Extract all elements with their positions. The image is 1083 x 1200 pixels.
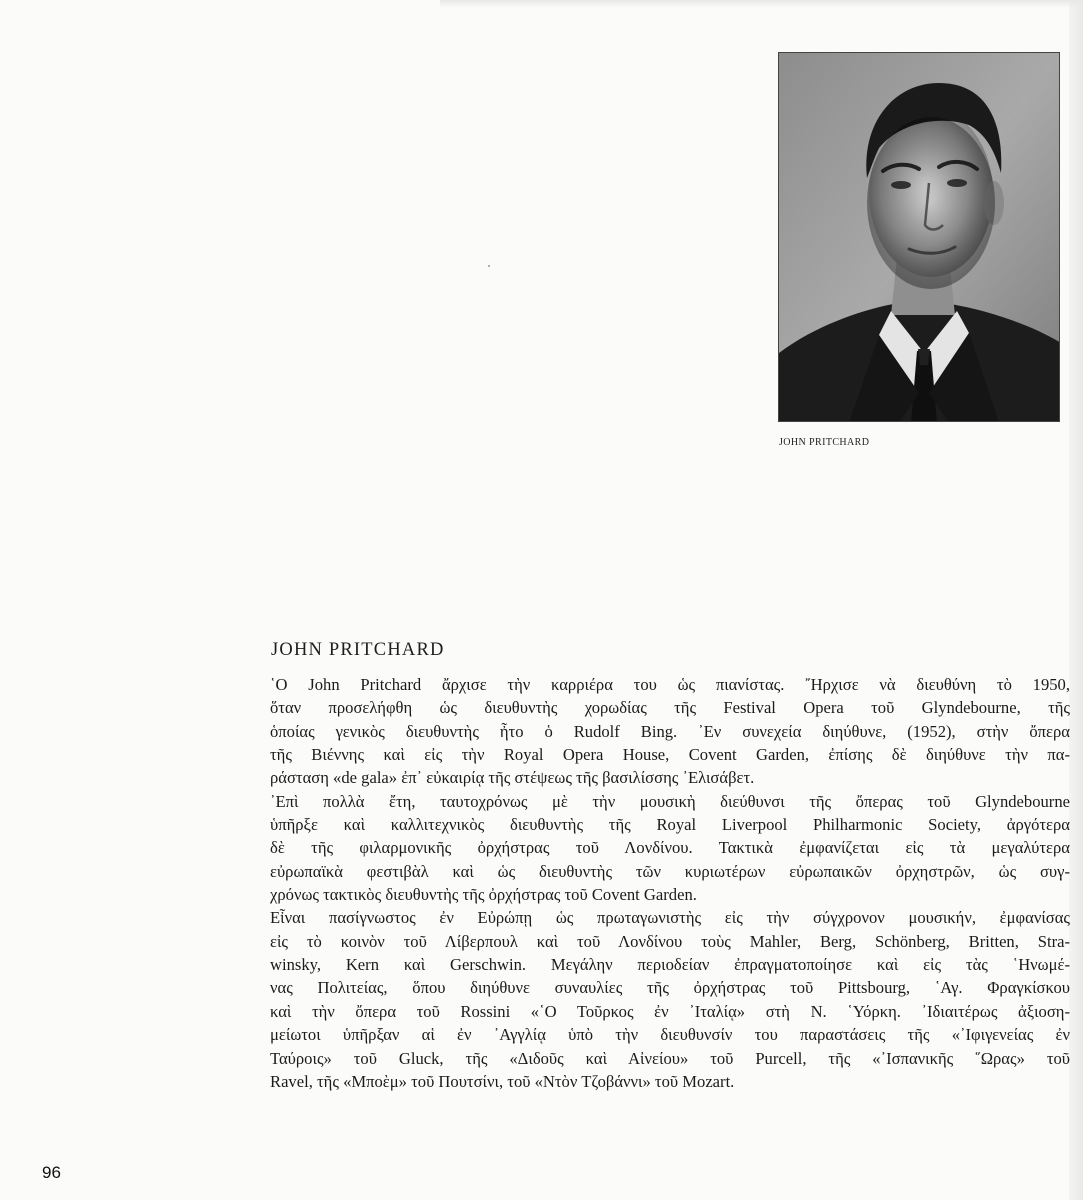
text-line: ὁποίας γενικὸς διευθυντὴς ἦτο ὁ Rudolf Bing. ᾽Εν συνεχεία διηύθυνε, (1952), στὴν ὄπερα <box>270 721 1070 741</box>
text-line: ῾Ο John Pritchard ἄρχισε τὴν καρριέρα του ὡς πιανίστας. ῎Ηρχισε νὰ διευθύνη τὸ 1950, <box>270 675 1070 694</box>
portrait-photo <box>778 52 1060 422</box>
text-line: winsky, Kern καὶ Gerschwin. Μεγάλην περιοδείαν ἐπραγματοποίησε καὶ εἰς τὰς ῾Ηνωμέ- <box>270 955 1070 975</box>
top-edge-shadow <box>440 0 1083 8</box>
text-line: ὑπῆρξε καὶ καλλιτεχνικὸς διευθυντὴς τῆς Royal Liverpool Philharmonic Society, ἀργότερα <box>270 815 1070 835</box>
text-line: εὐρωπαϊκὰ φεστιβὰλ καὶ ὡς διευθυντὴς τῶν κυριωτέρων εὐρωπαικῶν ὀρχηστρῶν, ὡς συγ- <box>270 861 1070 881</box>
photo-caption: JOHN PRITCHARD <box>779 437 870 448</box>
text-line: Ravel, τῆς «Μποὲμ» τοῦ Πουτσίνι, τοῦ «Ντὸν Τζοβάννι» τοῦ Mozart. <box>270 1071 735 1091</box>
text-line: Εἶναι πασίγνωστος ἐν Εὐρώπῃ ὡς πρωταγωνιστὴς εἰς τὴν σύγχρονον μουσικήν, ἐμφανίσας <box>270 908 1070 928</box>
text-line: δὲ τῆς φιλαρμονικῆς ὀρχήστρας τοῦ Λονδίνου. Τακτικὰ ἐμφανίζεται εἰς τὰ μεγαλύτερα <box>270 838 1070 858</box>
text-line: τῆς Βιέννης καὶ εἰς τὴν Royal Opera House, Covent Garden, ἐπίσης δὲ διηύθυνε τὴν πα- <box>270 745 1070 765</box>
text-line: χρόνως τακτικὸς διευθυντὴς τῆς ὀρχήστρας τοῦ Covent Garden. <box>270 885 697 905</box>
text-line: νας Πολιτείας, ὅπου διηύθυνε συναυλίες τῆς ὀρχήστρας τοῦ Pittsbourg, ῾Αγ. Φραγκίσκου <box>270 978 1070 998</box>
page-number: 96 <box>42 1163 61 1182</box>
text-line: καὶ τὴν ὄπερα τοῦ Rossini «῾Ο Τοῦρκος ἐν ᾽Ιταλίᾳ» στὴ Ν. ῾Υόρκη. ᾽Ιδιαιτέρως ἀξιοση- <box>270 1001 1070 1021</box>
text-line: εἰς τὸ κοινὸν τοῦ Λίβερπουλ καὶ τοῦ Λονδίνου τοὺς Mahler, Berg, Schönberg, Britten, Stra- <box>270 931 1070 951</box>
text-line: Ταύροις» τοῦ Gluck, τῆς «Διδοῦς καὶ Αἰνείου» τοῦ Purcell, τῆς «᾽Ισπανικῆς ῞Ωρας» τοῦ <box>270 1048 1070 1068</box>
article-heading: JOHN PRITCHARD <box>271 640 445 660</box>
text-line: ᾽Επὶ πολλὰ ἔτη, ταυτοχρόνως μὲ τὴν μουσικὴ διεύθυνσι τῆς ὄπερας τοῦ Glyndebourne <box>270 791 1070 811</box>
text-line: ὅταν προσελήφθη ὡς διευθυντὴς χορωδίας τῆς Festival Opera τοῦ Glyndebourne, τῆς <box>270 698 1070 718</box>
page-edge-shadow <box>1069 0 1083 1200</box>
speck <box>488 265 490 267</box>
text-line: ράσταση «de gala» ἐπ᾽ εὐκαιρίᾳ τῆς στέψεως τῆς βασιλίσσης ᾽Ελισάβετ. <box>270 768 755 788</box>
article-body <box>270 673 1070 1093</box>
text-line: μείωτοι ὑπῆρξαν αἱ ἐν ᾽Αγγλίᾳ ὑπὸ τὴν διευθυνσίν του παραστάσεις τῆς «᾽Ιφιγενείας ἐν <box>270 1025 1070 1045</box>
